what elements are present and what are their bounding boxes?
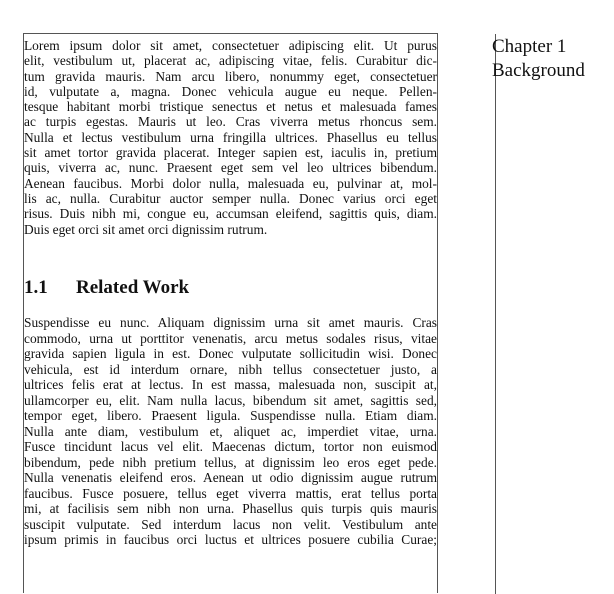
text-line: commodo, urna ut porttitor venenatis, arcu metus sodales risus, vitae	[24, 330, 437, 346]
text-line: mi, at facilisis sem nibh non urna. Phasellus quis turpis quis mauris	[24, 501, 437, 516]
section-title: Related Work	[76, 277, 190, 298]
text-line: tempor eget, libero. Praesent ligula. Suspendisse nulla. Etiam diam.	[24, 408, 437, 423]
text-line: faucibus. Fusce posuere, tellus eget viverra mattis, erat tellus porta	[24, 485, 437, 501]
text-line: Lorem ipsum dolor sit amet, consectetuer adipiscing elit. Ut purus	[24, 38, 437, 53]
text-line: quis, viverra ac, nunc. Praesent eget sem vel leo ultrices bibendum.	[24, 160, 437, 176]
text-line: tum gravida mauris. Nam arcu libero, nonummy eget, consectetuer	[24, 68, 437, 84]
text-line: risus. Duis nibh mi, congue eu, accumsan eleifend, sagittis quis, diam.	[24, 206, 437, 222]
text-line: sit amet tortor gravida placerat. Integer sapien est, iaculis in, pretium	[24, 145, 437, 161]
text-line: tesque habitant morbi tristique senectus et netus et malesuada fames	[24, 99, 437, 115]
text-line: ullamcorper eu, elit. Nam nulla lacus, bibendum sit amet, sagittis sed,	[24, 392, 437, 408]
text-line: ipsum primis in faucibus orci luctus et ultrices posuere cubilia Curae;	[24, 532, 437, 547]
chapter-label: Chapter 1	[492, 36, 567, 57]
paragraph-related-work	[24, 315, 437, 548]
text-line: elit, vestibulum ut, placerat ac, adipiscing vitae, felis. Curabitur dic-	[24, 53, 437, 69]
text-line: gravida sapien ligula in est. Donec vulputate sollicitudin wisi. Donec	[24, 346, 437, 361]
text-line: ac turpis egestas. Mauris ut leo. Cras viverra metus rhoncus sem.	[24, 114, 437, 130]
section-heading	[24, 277, 189, 299]
text-line: ultrices felis erat at lectus. In est massa, malesuada non, suscipit at,	[24, 377, 437, 392]
margin-chapter-note	[492, 35, 585, 83]
text-line: lis ac, nulla. Curabitur auctor semper nulla. Donec varius orci eget	[24, 190, 437, 206]
text-line: bibendum, pede nibh pretium tellus, at dignissim leo eros eget pede.	[24, 454, 437, 470]
margin-divider	[495, 34, 496, 594]
text-line: Duis eget orci sit amet orci dignissim rutrum.	[24, 221, 268, 237]
text-line: id, vulputate a, magna. Donec vehicula augue eu neque. Pellen-	[24, 83, 437, 99]
text-line: Nulla et lectus vestibulum urna fringilla ultrices. Phasellus eu tellus	[24, 129, 437, 145]
text-line: Nulla venenatis eleifend eros. Aenean ut odio dignissim augue rutrum	[24, 470, 437, 485]
chapter-title: Background	[492, 60, 585, 81]
text-line: vehicula, est id interdum ornare, nibh tellus consectetuer justo, a	[24, 361, 437, 377]
section-number: 1.1	[24, 277, 48, 298]
text-line: suscipit vulputate. Sed interdum lacus non velit. Vestibulum ante	[24, 516, 437, 532]
text-line: Suspendisse eu nunc. Aliquam dignissim urna sit amet mauris. Cras	[24, 315, 437, 330]
text-line: Nulla ante diam, vestibulum et, aliquet ac, imperdiet vitae, urna.	[24, 423, 437, 439]
paragraph-intro	[24, 38, 437, 237]
text-line: Fusce tincidunt lacus vel elit. Maecenas dictum, tortor non euismod	[24, 439, 437, 454]
text-line: Aenean faucibus. Morbi dolor nulla, malesuada eu, pulvinar at, mol-	[24, 175, 437, 191]
